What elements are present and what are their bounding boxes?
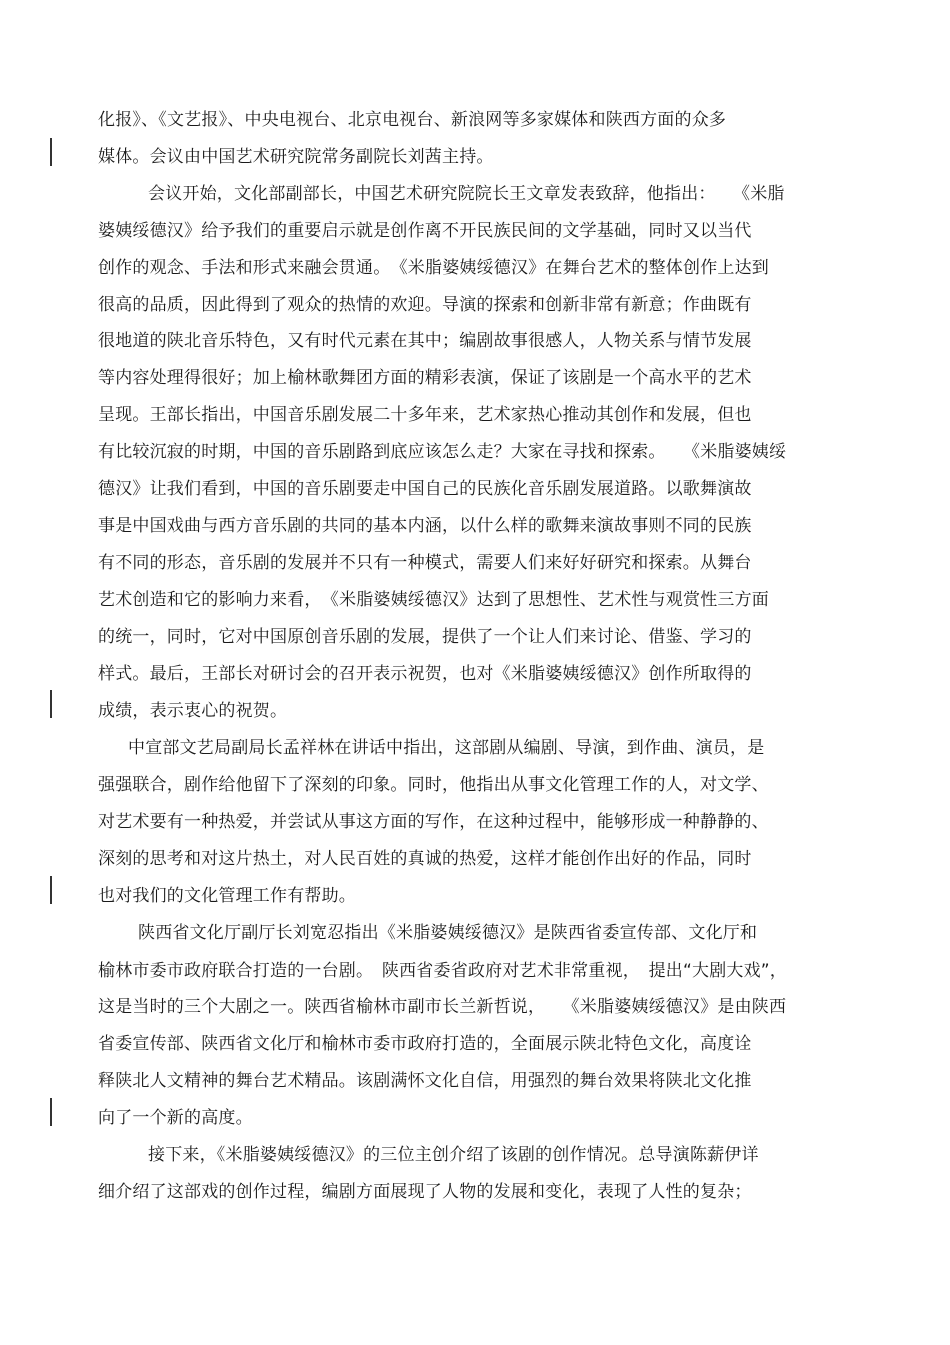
text-line: 事是中国戏曲与西方音乐剧的共同的基本内涵，以什么样的歌舞来演故事则不同的民族 (98, 516, 752, 536)
text-line: 媒体。会议由中国艺术研究院常务副院长刘茜主持。 (98, 147, 494, 167)
text-line: 有比较沉寂的时期，中国的音乐剧路到底应该怎么走？大家在寻找和探索。 《米脂婆姨绥 (98, 442, 787, 462)
revision-bar (50, 876, 52, 904)
text-line: 德汉》让我们看到，中国的音乐剧要走中国自己的民族化音乐剧发展道路。以歌舞演故 (98, 479, 752, 499)
text-line: 省委宣传部、陕西省文化厅和榆林市委市政府打造的，全面展示陕北特色文化，高度诠 (98, 1034, 752, 1054)
text-line: 创作的观念、手法和形式来融会贯通。 《米脂婆姨绥德汉》在舞台艺术的整体创作上达到 (98, 258, 769, 278)
text-line: 有不同的形态，音乐剧的发展并不只有一种模式，需要人们来好好研究和探索。从舞台 (98, 553, 752, 573)
text-line: 中宣部文艺局副局长孟祥林在讲话中指出，这部剧从编剧、导演，到作曲、演员，是 (128, 738, 765, 758)
text-line: 的统一，同时，它对中国原创音乐剧的发展，提供了一个让人们来讨论、借鉴、学习的 (98, 627, 752, 647)
text-line: 强强联合，剧作给他留下了深刻的印象。同时，他指出从事文化管理工作的人，对文学、 (98, 775, 769, 795)
revision-bar (50, 138, 52, 166)
text-line: 释陕北人文精神的舞台艺术精品。该剧满怀文化自信，用强烈的舞台效果将陕北文化推 (98, 1071, 752, 1091)
text-line: 呈现。王部长指出，中国音乐剧发展二十多年来，艺术家热心推动其创作和发展，但也 (98, 405, 752, 425)
text-line: 也对我们的文化管理工作有帮助。 (98, 886, 356, 906)
text-line: 成绩，表示衷心的祝贺。 (98, 701, 288, 721)
text-line: 样式。最后，王部长对研讨会的召开表示祝贺，也对《米脂婆姨绥德汉》创作所取得的 (98, 664, 752, 684)
text-line: 会议开始，文化部副部长，中国艺术研究院院长王文章发表致辞，他指出： 《米脂 (148, 184, 785, 204)
text-line: 对艺术要有一种热爱，并尝试从事这方面的写作，在这种过程中，能够形成一种静静的、 (98, 812, 769, 832)
text-line: 艺术创造和它的影响力来看， 《米脂婆姨绥德汉》达到了思想性、艺术性与观赏性三方面 (98, 590, 769, 610)
text-line: 细介绍了这部戏的创作过程，编剧方面展现了人物的发展和变化，表现了人性的复杂； (98, 1182, 752, 1202)
text-line: 等内容处理得很好；加上榆林歌舞团方面的精彩表演，保证了该剧是一个高水平的艺术 (98, 368, 752, 388)
text-line: 深刻的思考和对这片热土，对人民百姓的真诚的热爱，这样才能创作出好的作品，同时 (98, 849, 752, 869)
revision-bar (50, 690, 52, 718)
text-line: 化报》、《文艺报》、中央电视台、北京电视台、新浪网等多家媒体和陕西方面的众多 (98, 110, 727, 130)
text-line: 向了一个新的高度。 (98, 1108, 253, 1128)
text-line: 很地道的陕北音乐特色，又有时代元素在其中；编剧故事很感人，人物关系与情节发展 (98, 331, 752, 351)
text-line: 婆姨绥德汉》给予我们的重要启示就是创作离不开民族民间的文学基础，同时又以当代 (98, 221, 752, 241)
text-line: 这是当时的三个大剧之一。陕西省榆林市副市长兰新哲说， 《米脂婆姨绥德汉》是由陕西 (98, 997, 787, 1017)
text-line: 榆林市委市政府联合打造的一台剧。 陕西省委省政府对艺术非常重视， 提出“大剧大戏”， (98, 961, 788, 981)
text-line: 很高的品质，因此得到了观众的热情的欢迎。导演的探索和创新非常有新意；作曲既有 (98, 295, 752, 315)
text-line: 陕西省文化厅副厅长刘宽忍指出《米脂婆姨绥德汉》是陕西省委宣传部、文化厅和 (138, 923, 758, 943)
text-line: 接下来，《米脂婆姨绥德汉》的三位主创介绍了该剧的创作情况。总导演陈薪伊详 (148, 1145, 759, 1165)
revision-bar (50, 1098, 52, 1126)
